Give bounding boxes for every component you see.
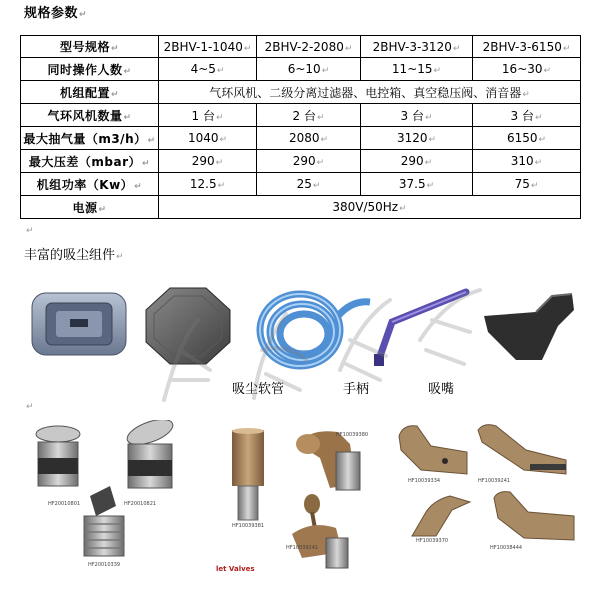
spec-row-label-text: 最大压差（mbar）: [28, 154, 142, 169]
inlet-cover-image: [142, 284, 234, 368]
spec-cell: 1 台↵: [159, 104, 257, 127]
spec-heading: 规格参数↵: [24, 6, 88, 21]
spec-cell: 3 台↵: [473, 104, 581, 127]
spec-cell: 3120↵: [361, 127, 473, 150]
spec-cell: 2BHV-3-6150↵: [473, 36, 581, 58]
spec-cell-text: 2BHV-1-1040: [163, 39, 243, 54]
sku-label: HF20010801: [48, 501, 81, 507]
spec-cell: 2BHV-3-3120↵: [361, 36, 473, 58]
spec-row-label: 气环风机数量↵: [21, 104, 159, 127]
spec-cell-text: 25: [296, 177, 312, 191]
spec-cell-text: 290: [191, 154, 215, 168]
spec-cell: 16~30↵: [473, 58, 581, 81]
nozzle-caption: 吸嘴: [428, 382, 455, 397]
spec-cell-text: 75: [514, 177, 530, 191]
sku-label: HF10038444: [490, 545, 523, 551]
spec-cell: 1040↵: [159, 127, 257, 150]
spec-cell: 12.5↵: [159, 173, 257, 196]
sku-label: HF10039380: [336, 432, 369, 438]
spec-cell-text: 6150: [506, 131, 538, 145]
handle-caption: 手柄: [343, 382, 370, 397]
spec-cell-text: 气环风机、二级分离过滤器、电控箱、真空稳压阀、消音器: [209, 85, 522, 100]
sku-label: HF20010821: [124, 501, 157, 507]
spec-row: [21, 81, 581, 104]
spec-row-label-text: 气环风机数量: [47, 108, 123, 123]
spec-row: [21, 196, 581, 219]
spec-cell-text: 11~15: [391, 62, 433, 76]
straight-tube-image: [226, 428, 270, 522]
spec-row: [21, 127, 581, 150]
sku-label: HF10039370: [416, 538, 449, 544]
spec-cell-text: 3120: [396, 131, 428, 145]
spec-row-label-text: 机组配置: [59, 85, 110, 100]
spec-row-label-text: 同时操作人数: [47, 62, 123, 77]
hose-caption: 吸尘软管: [232, 382, 285, 397]
spec-row: [21, 104, 581, 127]
spec-cell: 290↵: [159, 150, 257, 173]
spec-cell-text: 3 台: [510, 108, 534, 123]
sku-label: HF20010339: [88, 562, 121, 568]
spec-row-label: 机组配置↵: [21, 81, 159, 104]
spec-cell-text: 310: [510, 154, 534, 168]
spec-cell-text: 12.5: [189, 177, 217, 191]
spec-heading-text: 规格参数: [24, 6, 79, 21]
tan-nozzle-3-image: [406, 492, 474, 540]
spec-cell-text: 6~10: [287, 62, 321, 76]
spec-cell: 6~10↵: [257, 58, 361, 81]
spec-row-label-text: 电源: [72, 200, 98, 215]
spec-row-label-text: 机组功率（Kw）: [36, 177, 134, 192]
spec-cell-text: 37.5: [398, 177, 426, 191]
components-heading-text: 丰富的吸尘组件: [24, 248, 116, 263]
spec-row: [21, 36, 581, 58]
spec-cell: 290↵: [257, 150, 361, 173]
tan-nozzle-1-image: [395, 420, 471, 480]
tan-nozzle-2-image: [474, 420, 570, 480]
spec-cell: 2080↵: [257, 127, 361, 150]
vacuum-nozzle-image: [478, 286, 578, 366]
spec-row-label: 机组功率（Kw）↵: [21, 173, 159, 196]
paragraph-mark: ↵: [26, 226, 34, 236]
spec-cell-text: 2BHV-2-2080: [264, 39, 344, 54]
wall-inlet-valve-image: [30, 285, 128, 365]
components-heading: 丰富的吸尘组件↵: [24, 248, 124, 263]
paragraph-mark: ↵: [26, 402, 34, 412]
spec-table-body: [21, 36, 581, 219]
sku-label: HF10039334: [408, 478, 441, 484]
spec-cell: 25↵: [257, 173, 361, 196]
spec-cell-text: 1 台: [191, 108, 215, 123]
spec-cell-text: 4~5: [190, 62, 216, 76]
spec-cell: 290↵: [361, 150, 473, 173]
spec-cell: 37.5↵: [361, 173, 473, 196]
spec-row: [21, 173, 581, 196]
spec-cell: 310↵: [473, 150, 581, 173]
spec-row-label: 电源↵: [21, 196, 159, 219]
sku-label: HF10039241: [478, 478, 511, 484]
spec-cell: 2BHV-1-1040↵: [159, 36, 257, 58]
tan-nozzle-4-image: [490, 488, 578, 544]
spec-cell: 3 台↵: [361, 104, 473, 127]
vacuum-handle-image: [370, 286, 470, 368]
sku-label: HF10039241: [286, 545, 319, 551]
spec-row: [21, 58, 581, 81]
spec-cell: 380V/50Hz↵: [159, 196, 581, 219]
spec-cell-text: 290: [292, 154, 316, 168]
spec-cell: 气环风机、二级分离过滤器、电控箱、真空稳压阀、消音器↵: [159, 81, 581, 104]
spec-row-label-text: 型号规格: [59, 40, 110, 54]
spec-cell: 11~15↵: [361, 58, 473, 81]
spec-cell: 4~5↵: [159, 58, 257, 81]
spec-cell-text: 2080: [288, 131, 320, 145]
inlet-valves-label: let Valves: [216, 565, 255, 573]
spec-cell: 6150↵: [473, 127, 581, 150]
sku-label: HF10039381: [232, 523, 265, 529]
spec-cell-text: 16~30: [501, 62, 543, 76]
spec-row-label: 型号规格↵: [21, 36, 159, 58]
spec-cell-text: 1040: [187, 131, 219, 145]
spec-cell-text: 2BHV-3-3120: [372, 39, 452, 54]
spec-row-label: 最大抽气量（m3/h）↵: [21, 127, 159, 150]
spec-row-label: 最大压差（mbar）↵: [21, 150, 159, 173]
valve-fitting-image: [282, 494, 366, 570]
spec-cell-text: 3 台: [400, 108, 424, 123]
spec-row-label-text: 最大抽气量（m3/h）: [23, 131, 147, 146]
spec-cell-text: 380V/50Hz: [332, 200, 399, 214]
spec-cell-text: 2BHV-3-6150: [482, 39, 562, 54]
spec-cell-text: 290: [400, 154, 424, 168]
inlet-valves-image: [30, 420, 190, 570]
vacuum-hose-image: [252, 286, 374, 374]
spec-cell-text: 2 台: [292, 108, 316, 123]
spec-cell: 2 台↵: [257, 104, 361, 127]
spec-cell: 2BHV-2-2080↵: [257, 36, 361, 58]
spec-row: [21, 150, 581, 173]
spec-cell: 75↵: [473, 173, 581, 196]
spec-table: [20, 35, 581, 219]
spec-row-label: 同时操作人数↵: [21, 58, 159, 81]
